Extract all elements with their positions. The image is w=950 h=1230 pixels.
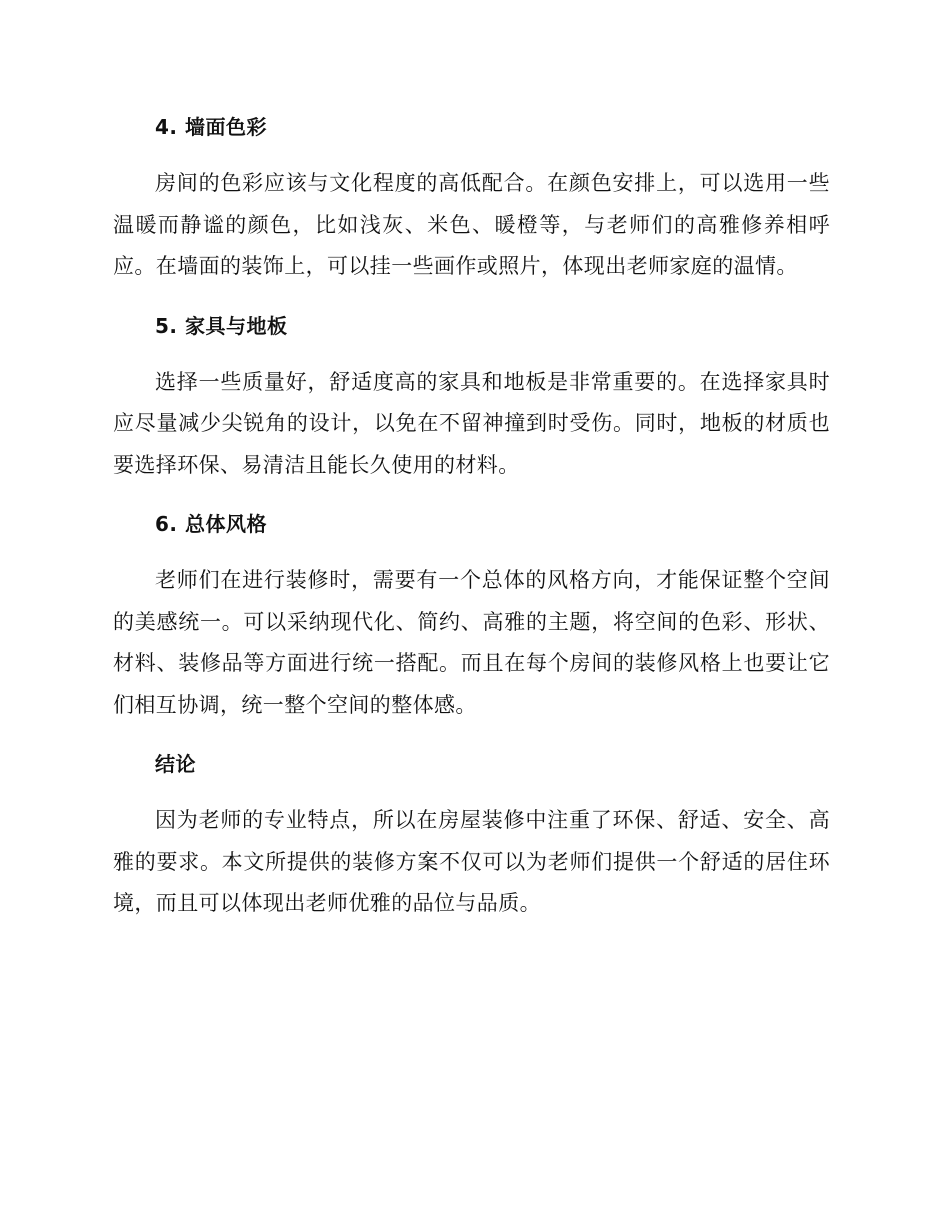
section-wall-colors bbox=[113, 111, 830, 288]
section-paragraph: 选择一些质量好，舒适度高的家具和地板是非常重要的。在选择家具时应尽量减少尖锐角的设计，以免在不留神撞到时受伤。同时，地板的材质也要选择环保、易清洁且能长久使用的材料。 bbox=[113, 369, 830, 477]
section-heading: 4. 墙面色彩 bbox=[155, 115, 267, 139]
section-furniture-floor bbox=[113, 310, 830, 487]
section-paragraph: 因为老师的专业特点，所以在房屋装修中注重了环保、舒适、安全、高雅的要求。本文所提供的装修方案不仅可以为老师们提供一个舒适的居住环境，而且可以体现出老师优雅的品位与品质。 bbox=[113, 808, 830, 915]
section-paragraph: 房间的色彩应该与文化程度的高低配合。在颜色安排上，可以选用一些温暖而静谧的颜色，比如浅灰、米色、暖橙等，与老师们的高雅修养相呼应。在墙面的装饰上，可以挂一些画作或照片，体现出老师家庭的温情。 bbox=[113, 171, 830, 278]
section-heading: 6. 总体风格 bbox=[155, 512, 267, 536]
document-body bbox=[113, 111, 830, 947]
section-conclusion bbox=[113, 748, 830, 925]
section-heading: 结论 bbox=[155, 752, 196, 776]
section-overall-style bbox=[113, 508, 830, 726]
section-heading: 5. 家具与地板 bbox=[155, 313, 288, 338]
section-paragraph: 老师们在进行装修时，需要有一个总体的风格方向，才能保证整个空间的美感统一。可以采纳现代化、简约、高雅的主题，将空间的色彩、形状、材料、装修品等方面进行统一搭配。而且在每个房间的装修风格上也要让它们相互协调，统一整个空间的整体感。 bbox=[113, 568, 830, 717]
